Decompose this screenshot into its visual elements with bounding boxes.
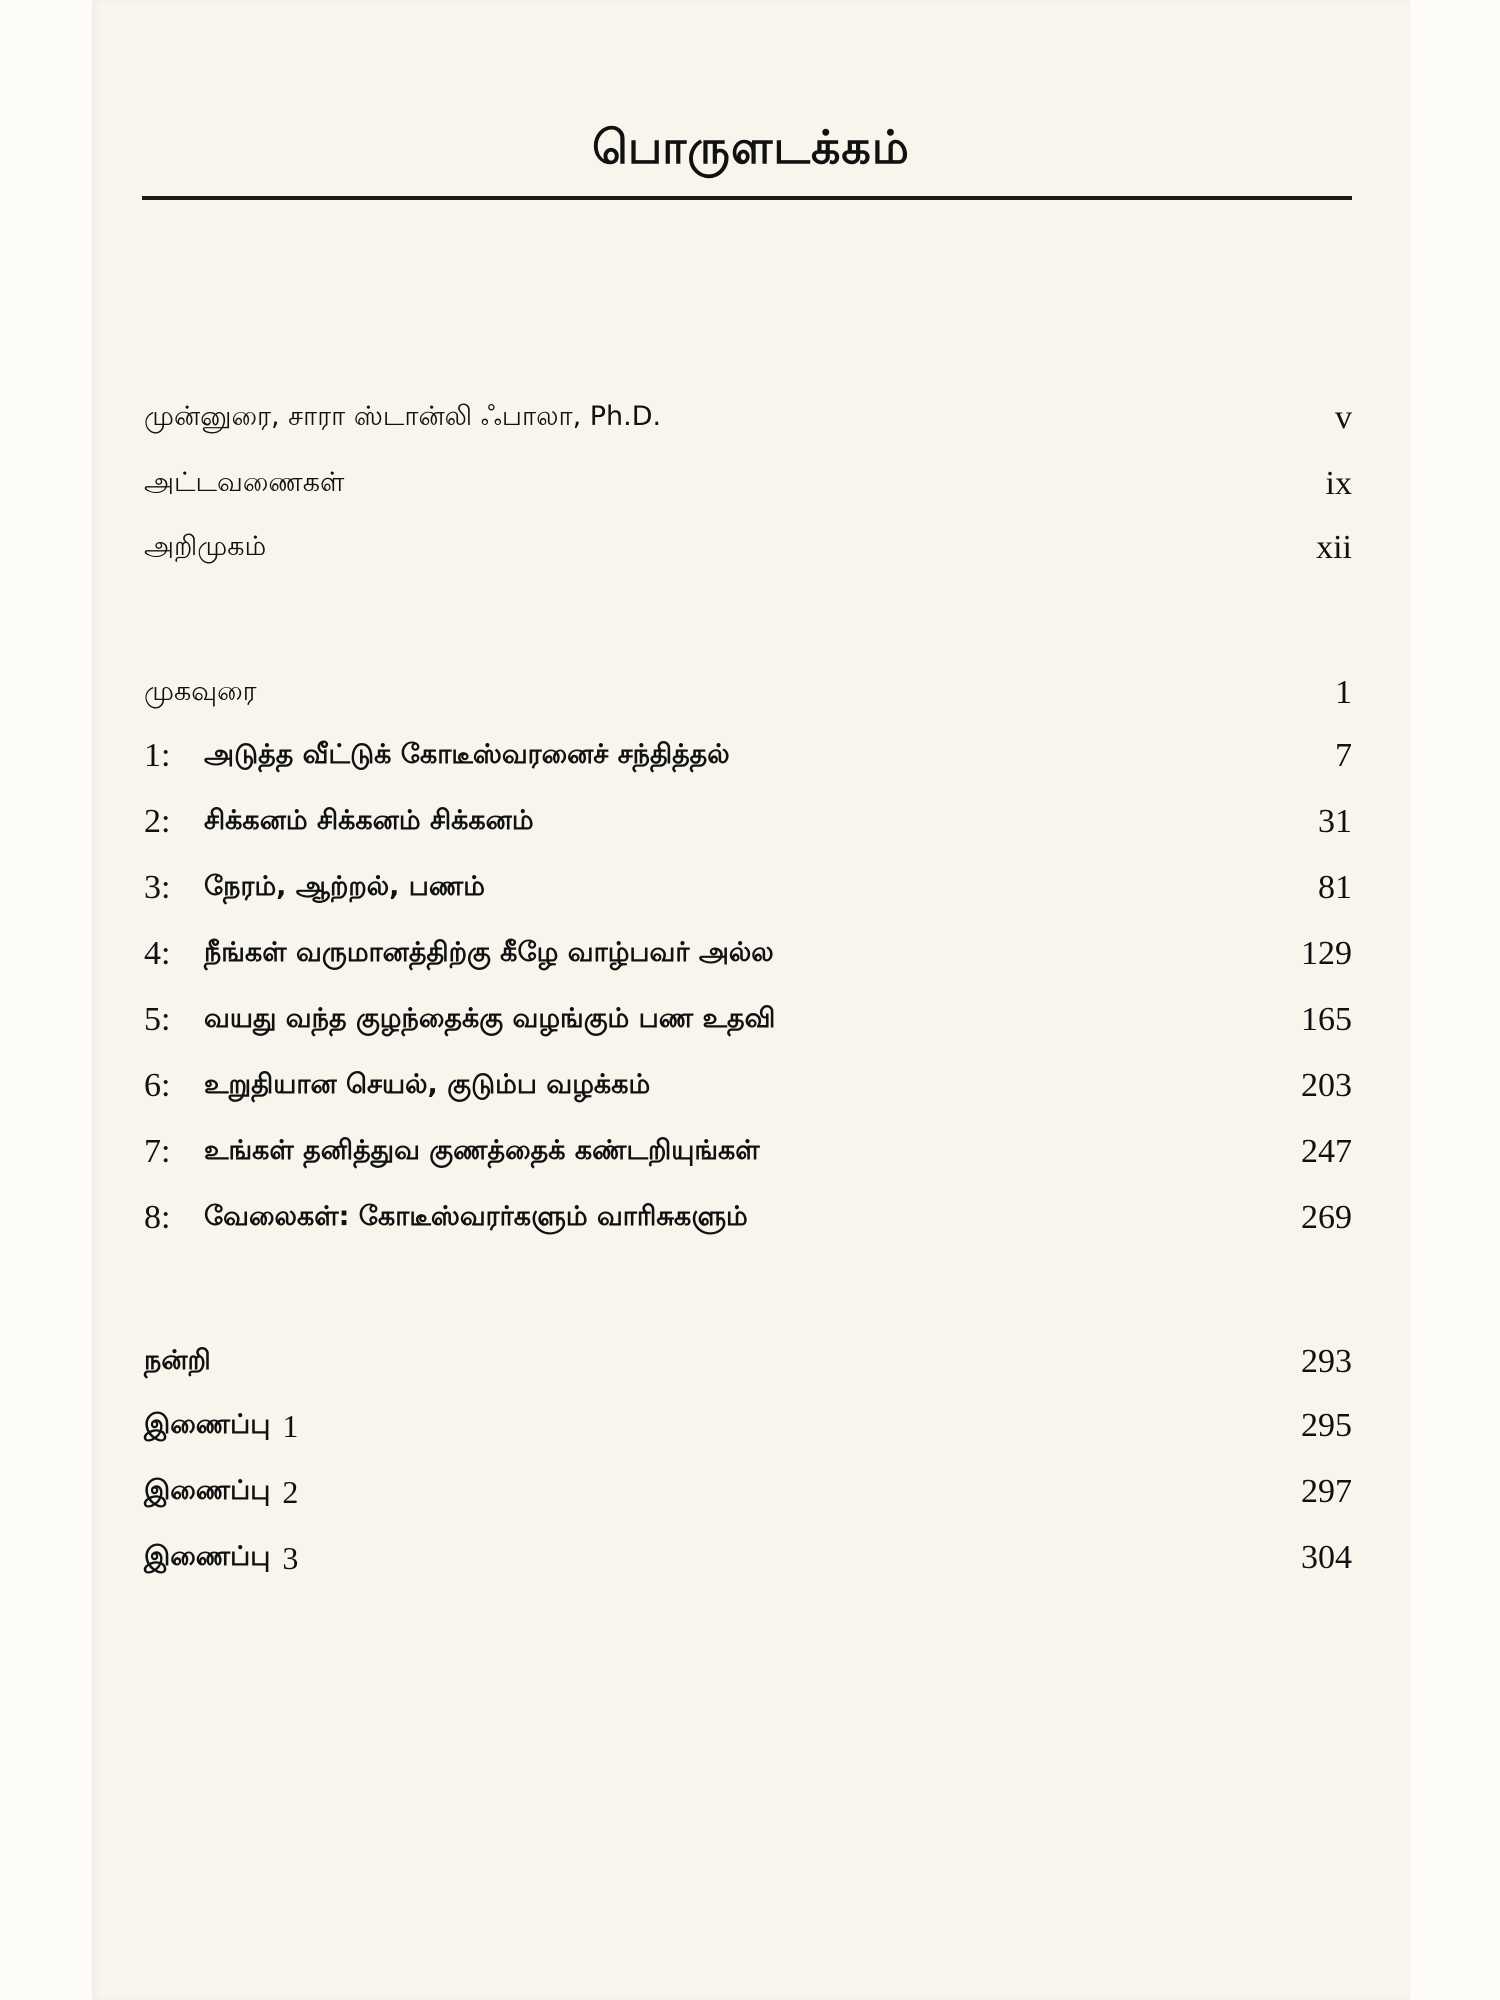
chapter-number: 8:: [144, 1199, 171, 1236]
chapter-title: உறுதியான செயல், குடும்ப வழக்கம்: [204, 1068, 651, 1100]
chapter-title: அடுத்த வீட்டுக் கோடீஸ்வரனைச் சந்தித்தல்: [204, 738, 730, 770]
toc-chapter-5: [144, 994, 1352, 1046]
appendix-number: 3: [282, 1539, 299, 1576]
chapter-page: 129: [1301, 935, 1352, 972]
toc-entry-page: 295: [1301, 1407, 1352, 1444]
toc-chapter-2: [144, 796, 1352, 848]
toc-entry-page: ix: [1325, 465, 1352, 502]
toc-entry-tables: [144, 458, 1352, 510]
toc-entry-appendix-1: [144, 1400, 1352, 1452]
toc-entry-label: முன்னுரை, சாரா ஸ்டான்லி ஃபாலா, Ph.D.: [144, 400, 662, 432]
chapter-number: 5:: [144, 1001, 171, 1038]
chapter-title: வேலைகள்: கோடீஸ்வரர்களும் வாரிசுகளும்: [204, 1200, 748, 1232]
toc-entry-label: முகவுரை: [144, 675, 257, 707]
book-page: [92, 0, 1410, 2000]
appendix-number: 2: [282, 1473, 299, 1510]
toc-entry-label: நன்றி: [144, 1344, 211, 1376]
toc-entry-label: அட்டவணைகள்: [144, 466, 345, 498]
toc-entry-appendix-3: [144, 1532, 1352, 1584]
appendix-number: 1: [282, 1407, 299, 1444]
toc-entry-appendix-2: [144, 1466, 1352, 1518]
chapter-number: 7:: [144, 1133, 171, 1170]
toc-entry-page: xii: [1316, 529, 1352, 566]
toc-entry-label: இணைப்பு: [144, 1408, 271, 1440]
toc-chapter-4: [144, 928, 1352, 980]
chapter-number: 2:: [144, 803, 171, 840]
toc-entry-page: 293: [1301, 1343, 1352, 1380]
chapter-number: 4:: [144, 935, 171, 972]
chapter-title: வயது வந்த குழந்தைக்கு வழங்கும் பண உதவி: [204, 1002, 776, 1034]
chapter-page: 269: [1301, 1199, 1352, 1236]
toc-chapter-6: [144, 1060, 1352, 1112]
chapter-number: 6:: [144, 1067, 171, 1104]
chapter-page: 7: [1335, 737, 1352, 774]
chapter-title: நேரம், ஆற்றல், பணம்: [204, 870, 485, 902]
toc-chapter-1: [144, 730, 1352, 782]
chapter-page: 31: [1318, 803, 1352, 840]
toc-entry-page: 297: [1301, 1473, 1352, 1510]
chapter-title: சிக்கனம் சிக்கனம் சிக்கனம்: [204, 804, 534, 836]
page-title: பொருளடக்கம்: [592, 120, 910, 174]
chapter-title: நீங்கள் வருமானத்திற்கு கீழே வாழ்பவர் அல்ல: [204, 936, 774, 968]
toc-chapter-3: [144, 862, 1352, 914]
title-rule: [142, 196, 1352, 200]
chapter-page: 247: [1301, 1133, 1352, 1170]
toc-chapter-8: [144, 1192, 1352, 1244]
toc-entry-label: அறிமுகம்: [144, 530, 267, 562]
toc-entry-page: 304: [1301, 1539, 1352, 1576]
toc-entry-page: v: [1335, 399, 1352, 436]
toc-entry-label: இணைப்பு: [144, 1540, 271, 1572]
chapter-page: 203: [1301, 1067, 1352, 1104]
chapter-page: 81: [1318, 869, 1352, 906]
toc-entry-page: 1: [1335, 674, 1352, 711]
toc-entry-preface: [144, 667, 1352, 719]
chapter-number: 1:: [144, 737, 171, 774]
toc-entry-label: இணைப்பு: [144, 1474, 271, 1506]
toc-entry-introduction: [144, 522, 1352, 574]
chapter-title: உங்கள் தனித்துவ குணத்தைக் கண்டறியுங்கள்: [204, 1134, 760, 1166]
toc-chapter-7: [144, 1126, 1352, 1178]
chapter-page: 165: [1301, 1001, 1352, 1038]
toc-entry-foreword: [144, 392, 1352, 444]
chapter-number: 3:: [144, 869, 171, 906]
toc-entry-acknowledgements: [144, 1336, 1352, 1388]
